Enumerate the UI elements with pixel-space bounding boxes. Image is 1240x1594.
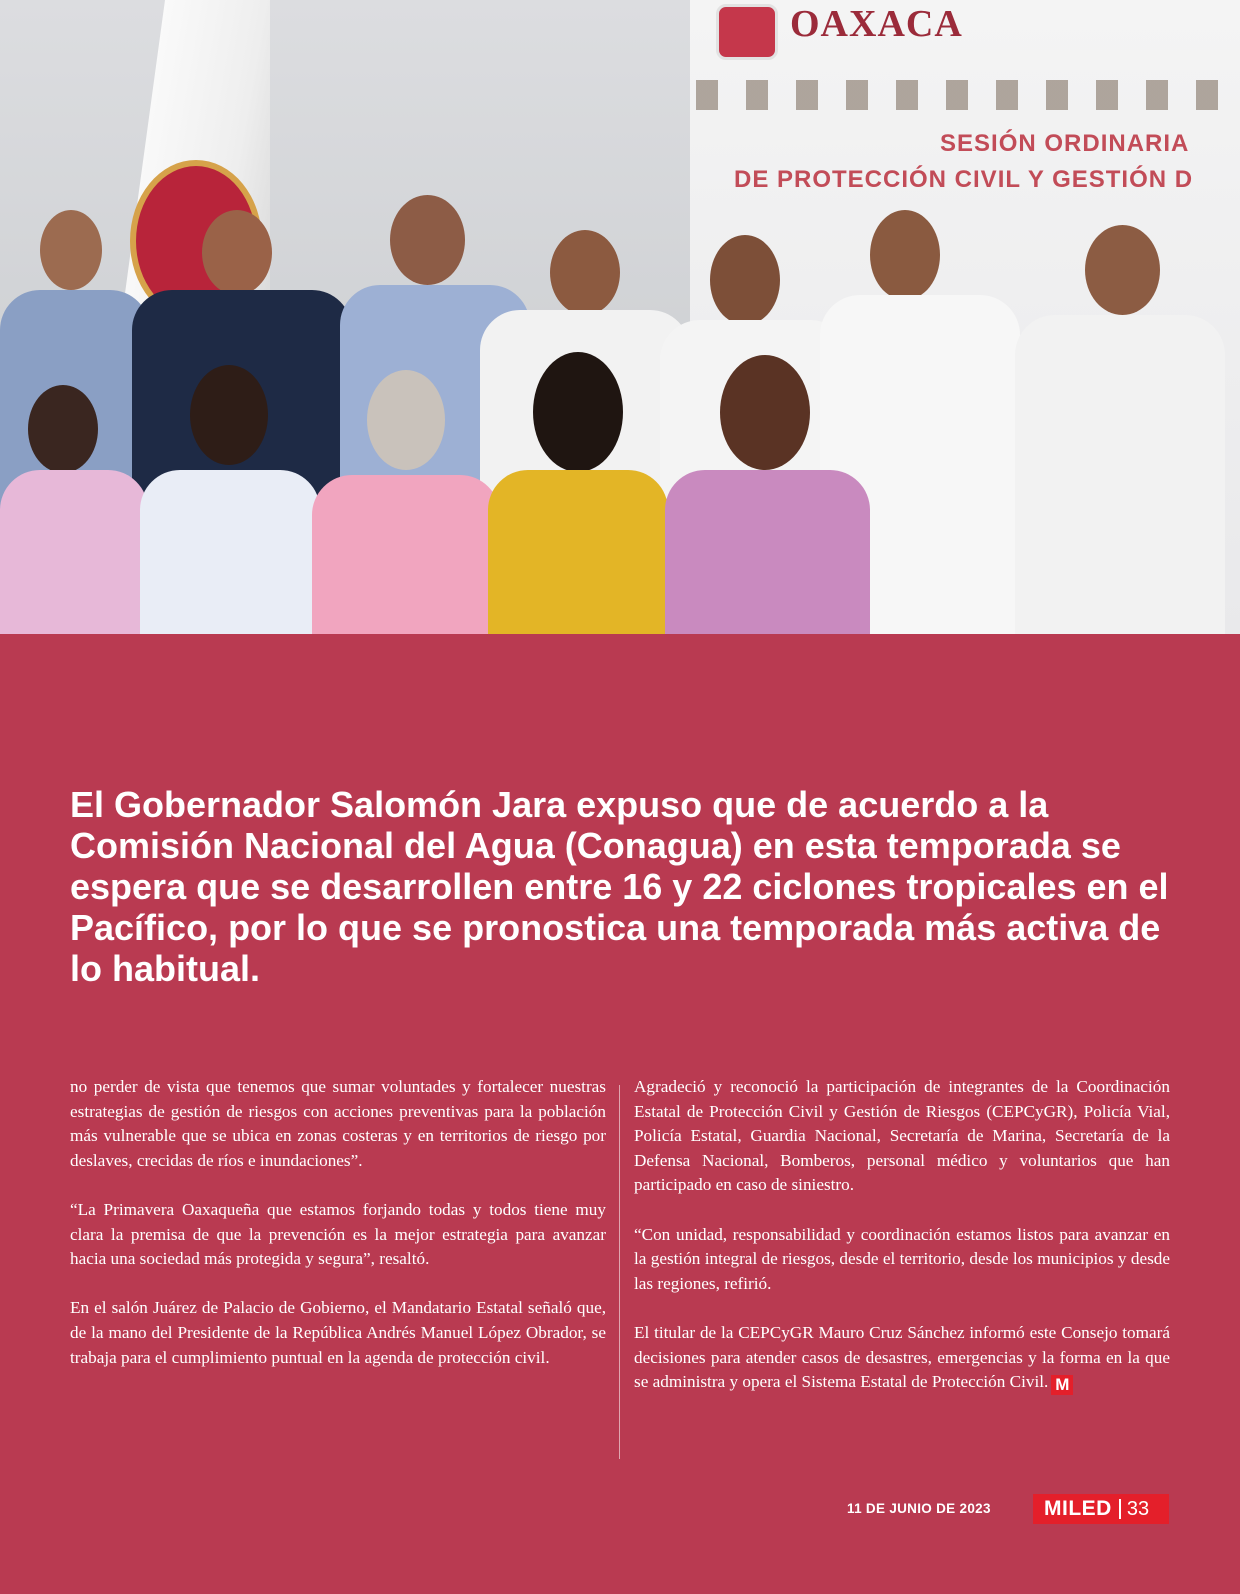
paragraph-last (634, 1321, 1170, 1395)
badge-separator (1119, 1499, 1121, 1519)
paragraph: Agradeció y reconoció la participación de integrantes de la Coordinación Estatal de Protección Civil y Gestión de Riesgos (CEPCyGR), Policía Vial, Policía Estatal, Guardia Nacional, Secretaría de Marina, Secretaría de la Defensa Nacional, Bomberos, personal médico y voluntarios que han participado en caso de siniestro. (634, 1077, 1170, 1195)
article-column-left (70, 1075, 606, 1395)
person (0, 385, 148, 634)
end-mark-icon: M (1051, 1375, 1073, 1395)
brand-name: MILED (1044, 1497, 1112, 1520)
headline: El Gobernador Salomón Jara expuso que de acuerdo a la Comisión Nacional del Agua (Conagua) en esta temporada se espera que se desarrollen entre 16 y 22 ciclones tropicales en el Pacífico, por lo que se pronostica una temporada más activa de lo habitual. (70, 784, 1169, 989)
paragraph: “La Primavera Oaxaqueña que estamos forjando todas y todos tiene muy clara la premisa de que la prevención es la mejor estrategia para avanzar hacia una sociedad más protegida y segura”, resaltó. (70, 1199, 606, 1269)
article-column-right (634, 1075, 1170, 1420)
person (1015, 220, 1225, 634)
issue-date: 11 DE JUNIO DE 2023 (847, 1501, 991, 1516)
page-number: 33 (1126, 1497, 1150, 1520)
paragraph-text: El titular de la CEPCyGR Mauro Cruz Sánchez informó este Consejo tomará decisiones para atender casos de desastres, emergencias y la forma en la que se administra y opera el Sistema Estatal de Protección Civil. (634, 1322, 1170, 1392)
banner-title-line2: DE PROTECCIÓN CIVIL Y GESTIÓN D (734, 166, 1194, 193)
paragraph: En el salón Juárez de Palacio de Gobierno, el Mandatario Estatal señaló que, de la mano del Presidente de la República Andrés Manuel López Obrador, se trabaja para el cumplimiento puntual en la agenda de protección civil. (70, 1298, 606, 1367)
oaxaca-logo-icon (716, 4, 778, 60)
banner-logo-text: OAXACA (790, 3, 963, 45)
column-divider (619, 1085, 620, 1459)
brand-badge (1033, 1494, 1169, 1524)
person (140, 365, 320, 634)
banner-title-line1: SESIÓN ORDINARIA (940, 130, 1190, 157)
banner-fret-pattern (696, 80, 1240, 110)
person (665, 355, 870, 634)
paragraph: no perder de vista que tenemos que sumar voluntades y fortalecer nuestras estrategias de gestión de riesgos con acciones preventivas para la población más vulnerable que se ubica en zonas costeras y en territorios de riesgo por deslaves, crecidas de ríos e inundaciones”. (70, 1077, 606, 1170)
paragraph: “Con unidad, responsabilidad y coordinación estamos listos para avanzar en la gestión integral de riesgos, desde el territorio, desde los municipios y desde las regiones, refirió. (634, 1224, 1170, 1293)
person (312, 370, 500, 634)
group-photo (0, 0, 1240, 634)
person (488, 352, 668, 634)
